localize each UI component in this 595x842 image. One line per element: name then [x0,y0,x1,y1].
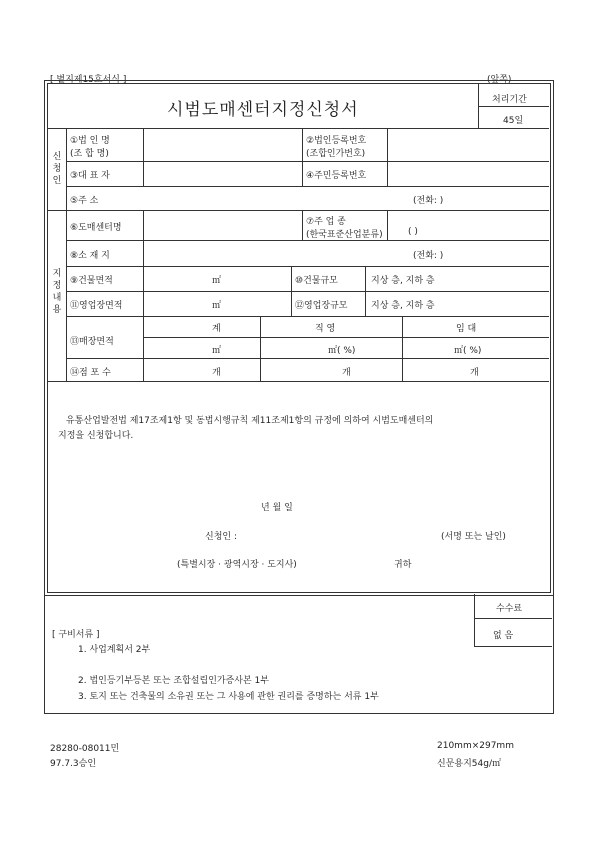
building-area-unit: ㎡ [212,276,222,286]
shop-area-unit: ㎡ [212,301,222,311]
location-phone: (전화: ) [413,251,444,261]
date-line: 년 월 일 [261,503,293,513]
fee-value: 없 음 [493,631,514,641]
corp-name-label-alt: (조 합 명) [70,149,109,159]
applicant-section-label: 신청인 [52,152,62,186]
divider [66,161,549,162]
divider [143,337,549,338]
building-floors: 지상 층, 지하 층 [371,276,435,286]
corp-reg-label-alt: (조합인가번호) [306,149,366,159]
resident-number-label: ④주민등록번호 [306,171,367,181]
fee-label: 수수료 [496,604,523,614]
paper-size: 210mm×297mm [437,741,514,751]
shop-floors: 지상 층, 지하 층 [371,301,435,311]
industry-label: ⑦주 업 종 [306,217,346,227]
signature-note: (서명 또는 날인) [441,532,506,542]
divider [402,316,403,381]
divider [143,128,144,186]
divider [474,646,552,647]
count-lease-unit: 개 [470,368,479,378]
document-item: 2. 법인등기부등본 또는 조합설립인가증사본 1부 [78,676,269,686]
form-outer-border [44,80,554,596]
col-lease-header: 임 대 [456,324,477,334]
divider [478,106,549,107]
divider [66,291,549,292]
center-name-label: ⑥도매센터명 [70,223,122,233]
building-area-label: ⑨건물면적 [70,276,113,286]
divider [66,186,549,187]
divider [66,316,549,317]
divider [143,210,144,381]
page-side: (앞쪽) [487,75,512,85]
processing-value: 45일 [503,116,524,126]
industry-paren: ( ) [408,227,418,237]
form-number: [ 별지제15호서식 ] [50,75,127,85]
divider [66,210,549,211]
address-label: ⑤주 소 [70,196,99,206]
industry-label-alt: (한국표준산업분류) [306,230,383,240]
divider [66,266,549,267]
location-label: ⑧소 재 지 [70,251,110,261]
divider [66,358,549,359]
shop-scale-label: ⑫영업장규모 [295,301,348,311]
count-total-unit: 개 [212,368,221,378]
corp-name-label: ①법 인 명 [70,136,110,146]
store-count-label: ⑭점 포 수 [70,368,111,378]
designation-section-label: 지정내용 [52,269,62,315]
area-lease-unit: ㎡( %) [454,346,482,356]
page-title: 시범도매센터지정신청서 [167,100,359,120]
col-direct-header: 직 영 [315,324,336,334]
applicant-signature-label: 신청인 : [205,532,237,542]
area-total-unit: ㎡ [212,346,222,356]
statement-line-2: 지정을 신청합니다. [58,431,134,441]
divider [387,210,388,240]
store-area-label: ⑬매장면적 [70,337,114,347]
divider [48,210,66,211]
processing-label: 처리기간 [492,95,527,105]
document-item: 1. 사업계획서 2부 [78,645,151,655]
shop-area-label: ⑪영업장면적 [70,301,123,311]
divider [48,128,549,129]
divider [365,266,366,316]
representative-label: ③대 표 자 [70,171,110,181]
divider [66,240,549,241]
col-total-header: 계 [212,324,221,334]
form-code: 28280-08011민 [50,744,120,754]
documents-heading: [ 구비서류 ] [52,630,100,640]
corp-reg-label: ②법인등록번호 [306,136,367,146]
divider [474,594,475,646]
statement-line-1: 유통산업발전법 제17조제1항 및 동법시행규칙 제11조제1항의 규정에 의하여 시범도매센터의 [66,416,434,426]
approval-date: 97.7.3승인 [50,759,97,769]
recipient-honorific: 귀하 [394,560,412,570]
paper-type: 신문용지54g/㎡ [437,759,501,769]
divider [302,210,303,240]
divider [66,128,67,381]
address-phone: (전화: ) [413,196,444,206]
building-scale-label: ⑩건물규모 [295,276,338,286]
divider [48,381,549,382]
divider [302,128,303,186]
divider [474,618,552,619]
divider [260,316,261,381]
divider [387,128,388,186]
divider [291,266,292,316]
area-direct-unit: ㎡( %) [328,346,356,356]
recipient: (특별시장 · 광역시장 · 도지사) [177,560,297,570]
document-item: 3. 토지 또는 건축물의 소유권 또는 그 사용에 관한 권리를 증명하는 서류 1부 [78,692,379,702]
count-direct-unit: 개 [342,368,351,378]
